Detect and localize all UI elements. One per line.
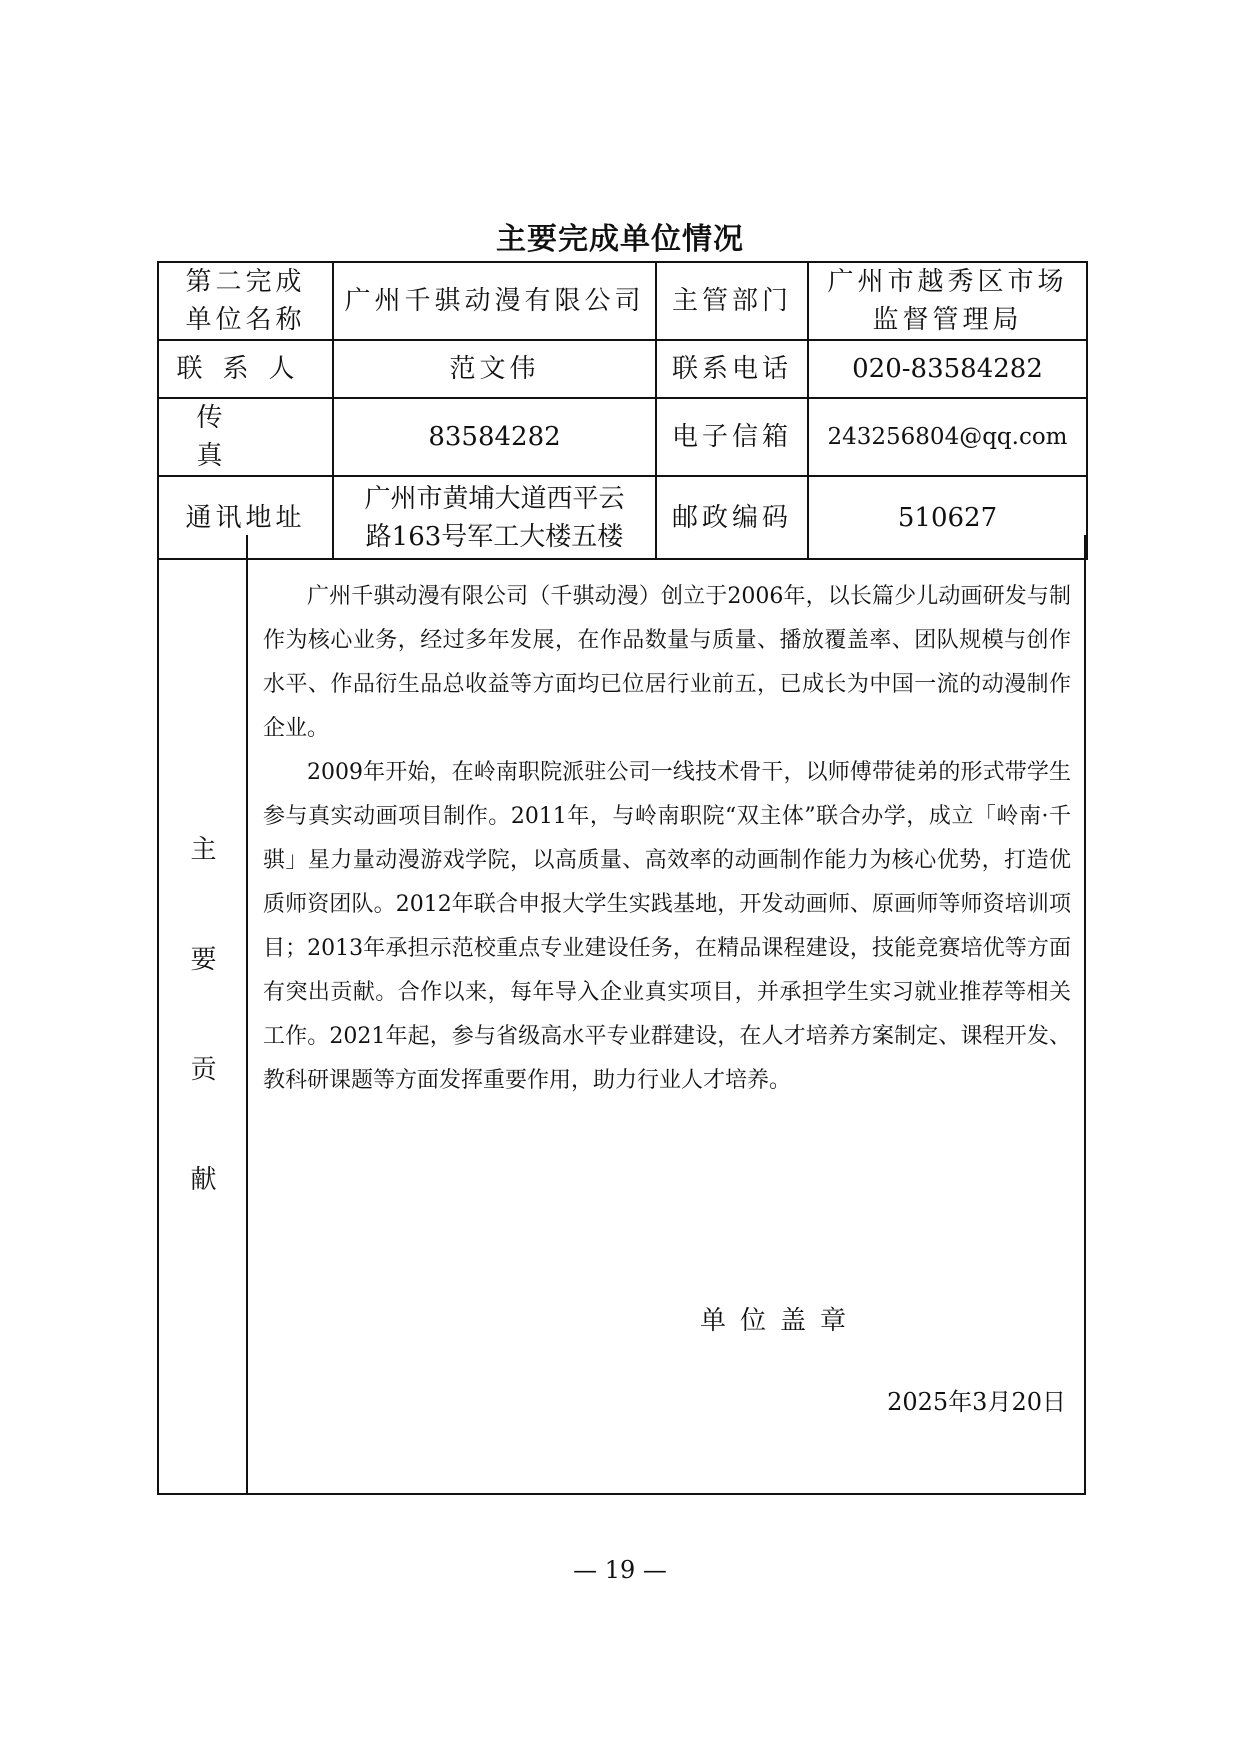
unit-info-table (157, 261, 1088, 560)
contribution-paragraph-1: 广州千骐动漫有限公司（千骐动漫）创立于2006年，以长篇少儿动画研发与制作为核心业务，经过多年发展，在作品数量与质量、播放覆盖率、团队规模与创作水平、作品衍生品总收益等方面均已位居行业前五，已成长为中国一流的动漫制作企业。 (263, 584, 1071, 741)
address-label: 通讯地址 (158, 476, 333, 559)
unit-name-value: 广州千骐动漫有限公司 (333, 262, 656, 340)
table-row (158, 398, 1087, 476)
address-value: 广州市黄埔大道西平云 路163号军工大楼五楼 (333, 476, 656, 559)
contribution-section (157, 535, 1086, 1495)
table-row (158, 340, 1087, 398)
postcode-label: 邮政编码 (656, 476, 808, 559)
seal-label: 单位盖章 (700, 1306, 861, 1336)
email-label: 电子信箱 (656, 398, 808, 476)
page-title: 主要完成单位情况 (496, 222, 744, 257)
contribution-label-char: 主 (190, 835, 217, 865)
phone-label: 联系电话 (656, 340, 808, 398)
table-row (158, 262, 1087, 340)
contribution-text (263, 575, 1071, 1103)
dept-value: 广州市越秀区市场 监督管理局 (808, 262, 1087, 340)
phone-value: 020-83584282 (808, 340, 1087, 398)
contribution-label-char: 要 (190, 945, 217, 975)
fax-value: 83584282 (333, 398, 656, 476)
email-value: 243256804@qq.com (808, 398, 1087, 476)
contact-value: 范文伟 (333, 340, 656, 398)
contribution-label-char: 献 (190, 1165, 217, 1195)
dept-label: 主管部门 (656, 262, 808, 340)
contribution-label-char: 贡 (190, 1055, 217, 1085)
contact-label: 联系人 (158, 340, 333, 398)
fax-label: 传真 (158, 398, 333, 476)
signing-date: 2025年3月20日 (887, 1388, 1066, 1416)
contribution-label (159, 535, 248, 1493)
unit-name-label: 第二完成 单位名称 (158, 262, 333, 340)
contribution-paragraph-2: 2009年开始，在岭南职院派驻公司一线技术骨干，以师傅带徒弟的形式带学生参与真实动画项目制作。2011年，与岭南职院“双主体”联合办学，成立「岭南·千骐」星力量动漫游戏学院，以高质量、高效率的动画制作能力为核心优势，打造优质师资团队。2012年联合申报大学生实践基地，开发动画师、原画师等师资培训项目；2013年承担示范校重点专业建设任务，在精品课程建设，技能竞赛培优等方面有突出贡献。合作以来，每年导入企业真实项目，并承担学生实习就业推荐等相关工作。2021年起，参与省级高水平专业群建设，在人才培养方案制定、课程开发、教科研课题等方面发挥重要作用，助力行业人才培养。 (263, 760, 1071, 1093)
postcode-value: 510627 (808, 476, 1087, 559)
page-number: — 19 — (573, 1556, 667, 1584)
